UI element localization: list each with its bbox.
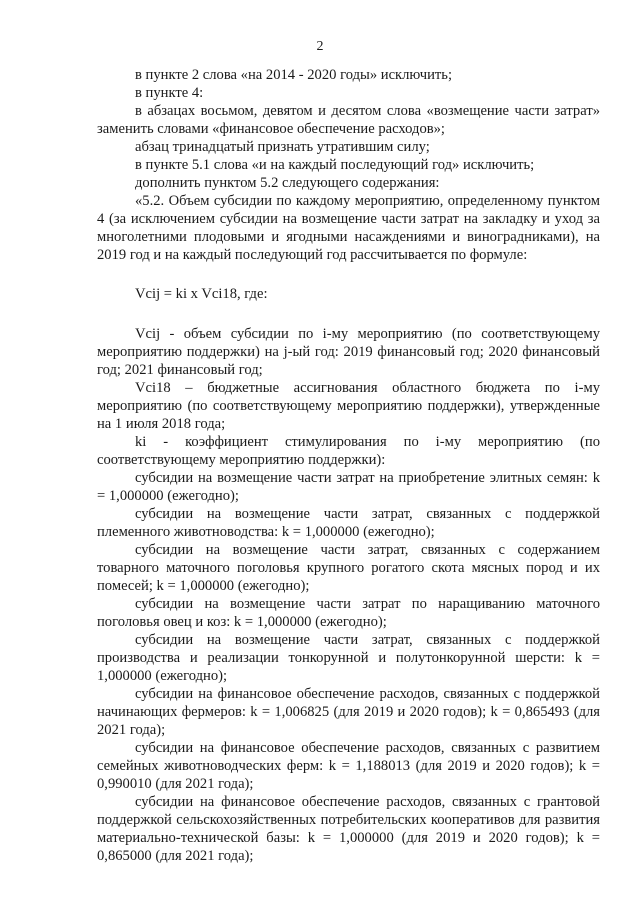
paragraph: абзац тринадцатый признать утратившим силу; [135, 139, 430, 155]
paragraph: субсидии на возмещение части затрат по наращиванию маточного поголовья овец и коз: k = 1,000000 (ежегодно); [97, 596, 600, 630]
paragraph: субсидии на финансовое обеспечение расходов, связанных с поддержкой начинающих фермеров: k = 1,006825 (для 2019 и 2020 годов); k = 0,865493 (для 2021 года); [97, 686, 600, 738]
paragraph: субсидии на возмещение части затрат, связанных с содержанием товарного маточного поголовья крупного рогатого скота мясных пород и их помесей; k = 1,000000 (ежегодно); [97, 542, 600, 594]
paragraph: ki - коэффициент стимулирования по i-му мероприятию (по соответствующему мероприятию поддержки): [97, 434, 600, 468]
paragraph: субсидии на возмещение части затрат, связанных с поддержкой производства и реализации тонкорунной и полутонкорунной шерсти: k = 1,000000 (ежегодно); [97, 632, 600, 684]
paragraph: субсидии на возмещение части затрат, связанных с поддержкой племенного животноводства: k = 1,000000 (ежегодно); [97, 506, 600, 540]
document-body [97, 66, 600, 865]
paragraph: «5.2. Объем субсидии по каждому мероприятию, определенному пунктом 4 (за исключением субсидии на возмещение части затрат на закладку и уход за многолетними плодовыми и ягодными насаждениями и виноградниками), на 2019 год и на каждый последующий год рассчитывается по формуле: [97, 193, 600, 263]
paragraph: субсидии на финансовое обеспечение расходов, связанных с развитием семейных животноводческих ферм: k = 1,188013 (для 2019 и 2020 годов); k = 0,990010 (для 2021 года); [97, 740, 600, 792]
paragraph: Vcij - объем субсидии по i-му мероприятию (по соответствующему мероприятию поддержки) на j-ый год: 2019 финансовый год; 2020 финансовый год; 2021 финансовый год; [97, 326, 600, 378]
paragraph: Vci18 – бюджетные ассигнования областного бюджета по i-му мероприятию (по соответствующему мероприятию поддержки), утвержденные на 1 июля 2018 года; [97, 380, 600, 432]
paragraph: в пункте 5.1 слова «и на каждый последующий год» исключить; [135, 157, 535, 173]
paragraph: в пункте 4: [135, 85, 204, 101]
formula: Vcij = ki x Vci18, где: [135, 286, 268, 302]
page-number: 2 [316, 39, 324, 54]
paragraph: в пункте 2 слова «на 2014 - 2020 годы» исключить; [135, 67, 453, 83]
paragraph: дополнить пунктом 5.2 следующего содержания: [135, 175, 440, 191]
paragraph: субсидии на финансовое обеспечение расходов, связанных с грантовой поддержкой сельскохозяйственных потребительских кооперативов для развития материально-технической базы: k = 1,000000 (для 2019 и 2020 годов); k = 0,865000 (для 2021 года); [97, 794, 600, 864]
paragraph: субсидии на возмещение части затрат на приобретение элитных семян: k = 1,000000 (ежегодно); [97, 470, 600, 504]
paragraph: в абзацах восьмом, девятом и десятом слова «возмещение части затрат» заменить словами «финансовое обеспечение расходов»; [97, 103, 600, 137]
